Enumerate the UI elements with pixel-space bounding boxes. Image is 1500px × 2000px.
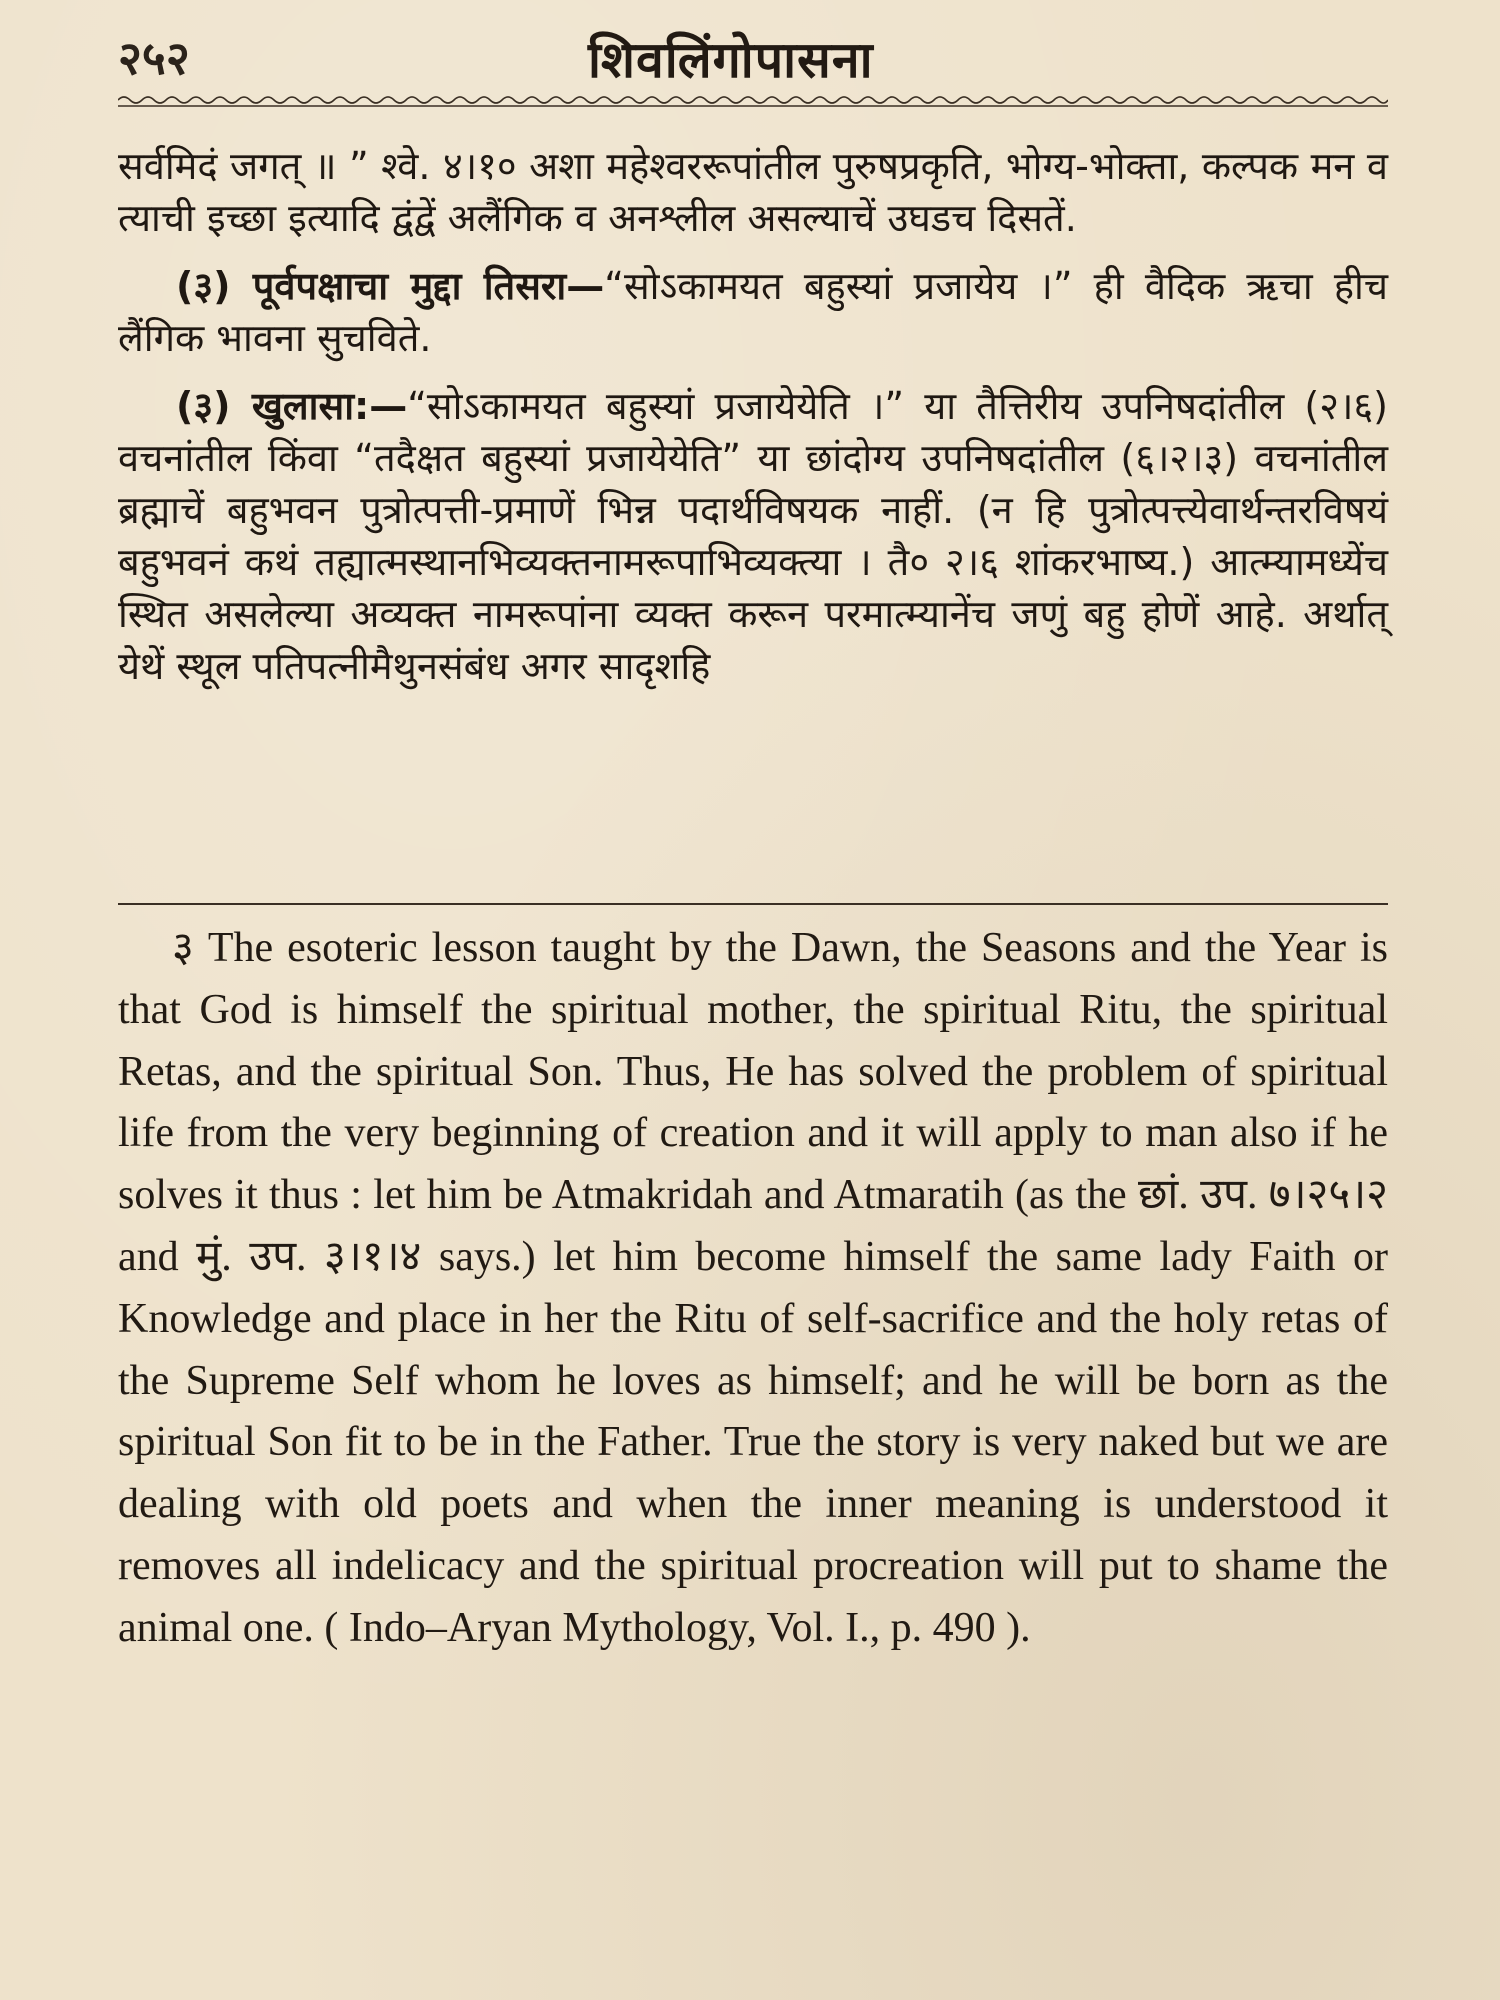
header-wavy-rule bbox=[118, 92, 1388, 108]
marathi-body bbox=[118, 140, 1388, 708]
objection-heading: (३) पूर्वपक्षाचा मुद्दा तिसरा— bbox=[176, 264, 605, 308]
clarification-text: “सोऽकामयत बहुस्यां प्रजायेयेति ।” या तैत्तिरीय उपनिषदांतील (२।६) वचनांतील किंवा “तदैक्षत बहुस्यां प्रजायेयेति” या छांदोग्य उपनिषदांतील (६।२।३) वचनांतील ब्रह्माचें बहुभवन पुत्रोत्पत्ती-प्रमाणें भिन्न पदार्थविषयक नाहीं. (न हि पुत्रोत्पत्त्येवार्थन्तरविषयं बहुभवनं कथं तह्यात्मस्थानभिव्यक्तनामरूपाभिव्यक्त्या । तै० २।६ शांकरभाष्य.) आत्म्यामध्येंच स्थित असलेल्या अव्यक्त नामरूपांना व्यक्त करून परमात्म्यानेंच जणुं बहु होणें आहे. अर्थात् येथें स्थूल पतिपत्नीमैथुनसंबंध अगर सादृशहि bbox=[118, 384, 1389, 688]
marathi-paragraph-1: सर्वमिदं जगत् ॥ ” श्वे. ४।१० अशा महेश्वररूपांतील पुरुषप्रकृति, भोग्य-भोक्ता, कल्पक मन व त्याची इच्छा इत्यादि द्वंद्वें अलैंगिक व अनश्लील असल्याचें उघडच दिसतें. bbox=[118, 144, 1388, 240]
running-title: शिवलिंगोपासना bbox=[588, 30, 874, 89]
marathi-paragraph-3 bbox=[118, 380, 1388, 692]
footnote bbox=[118, 918, 1388, 1660]
page-number: २५२ bbox=[118, 31, 190, 85]
footnote-divider bbox=[118, 903, 1388, 905]
page-header bbox=[118, 18, 1388, 88]
footnote-text: ३ The esoteric lesson taught by the Dawn, the Seasons and the Year is that God is himself the spiritual mother, the spiritual Ritu, the spiritual Retas, and the spiritual Son. Thus, He has solved the problem of spiritual life from the very beginning of creation and it will apply to man also if he solves it thus : let him be Atmakridah and Atmaratih (as the छां. उप. ७।२५।२ and मुं. उप. ३।१।४ says.) let him become himself the same lady Faith or Knowledge and place in her the Ritu of self-sacrifice and the holy retas of the Supreme Self whom he loves as himself; and he will be born as the spiritual Son fit to be in the Father. True the story is very naked but we are dealing with old poets and when the inner meaning is understood it removes all indelicacy and the spiritual procreation will put to shame the animal one. ( Indo–Aryan Mythology, Vol. I., p. 490 ). bbox=[118, 925, 1388, 1651]
marathi-paragraph-2 bbox=[118, 260, 1388, 364]
objection-text: “सोऽकामयत बहुस्यां प्रजायेय ।” ही वैदिक ऋचा हीच लैंगिक भावना सुचविते. bbox=[118, 264, 1388, 360]
clarification-heading: (३) खुलासा:— bbox=[176, 384, 408, 428]
